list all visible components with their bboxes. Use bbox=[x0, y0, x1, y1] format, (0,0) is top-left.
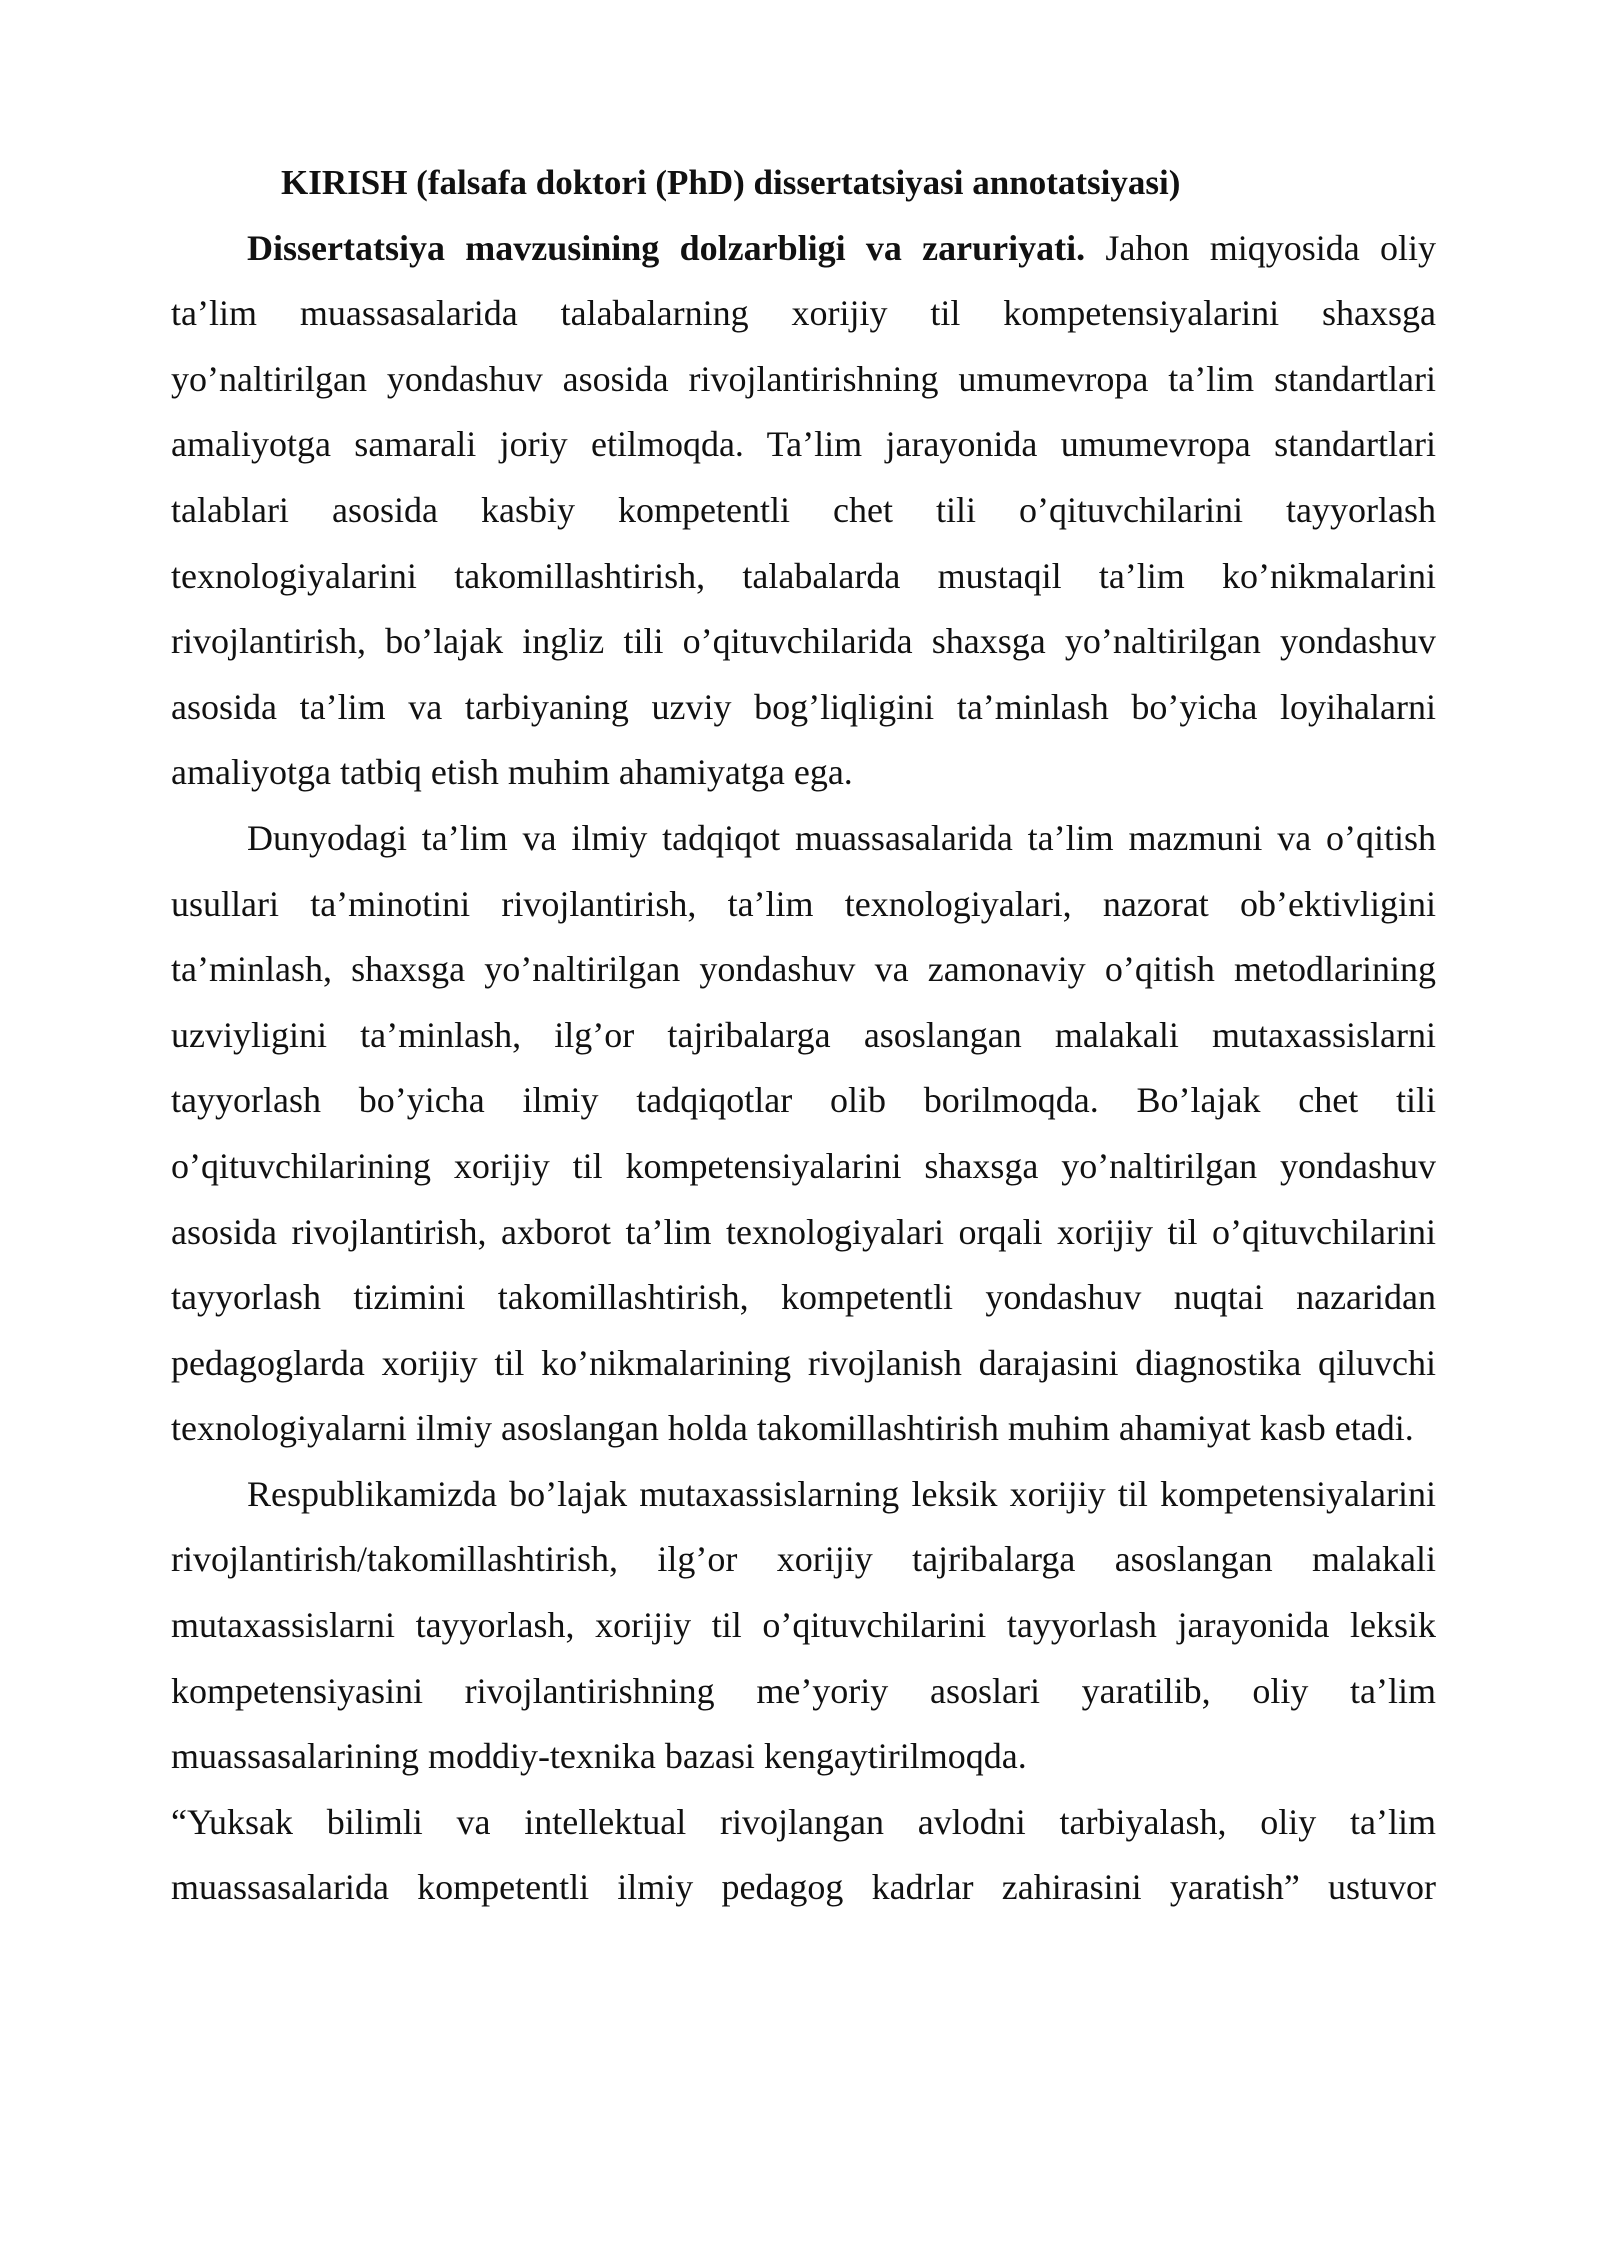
document-body bbox=[171, 150, 1436, 1921]
paragraph-quote: “Yuksak bilimli va intellektual rivojlangan avlodni tarbiyalash, oliy ta’lim muassasalarida kompetentli ilmiy pedagog kadrlar zahirasini yaratish” ustuvor bbox=[171, 1801, 1436, 1908]
document-title: KIRISH (falsafa doktori (PhD) dissertatsiyasi annotatsiyasi) bbox=[281, 163, 1181, 202]
paragraph-republic: Respublikamizda bo’lajak mutaxassislarning leksik xorijiy til kompetensiyalarini rivojlantirish/takomillashtirish, ilg’or xorijiy tajribalarga asoslangan malakali mutaxassislarni tayyorlash, xorijiy til o’qituvchilarini tayyorlash jarayonida leksik kompetensiyasini rivojlantirishning me’yoriy asoslari yaratilib, oliy ta’lim muassasalarining moddiy-texnika bazasi kengaytirilmoqda. bbox=[171, 1473, 1436, 1777]
paragraph-world-research: Dunyodagi ta’lim va ilmiy tadqiqot muassasalarida ta’lim mazmuni va o’qitish usullari ta’minotini rivojlantirish, ta’lim texnologiyalari, nazorat ob’ektivligini ta’minlash, shaxsga yo’naltirilgan yondashuv va zamonaviy o’qitish metodlarining uzviyligini ta’minlash, ilg’or tajribalarga asoslangan malakali mutaxassislarni tayyorlash bo’yicha ilmiy tadqiqotlar olib borilmoqda. Bo’lajak chet tili o’qituvchilarining xorijiy til kompetensiyalarini shaxsga yo’naltirilgan yondashuv asosida rivojlantirish, axborot ta’lim texnologiyalari orqali xorijiy til o’qituvchilarini tayyorlash tizimini takomillashtirish, kompetentli yondashuv nuqtai nazaridan pedagoglarda xorijiy til ko’nikmalarining rivojlanish darajasini diagnostika qiluvchi texnologiyalarni ilmiy asoslangan holda takomillashtirish muhim ahamiyat kasb etadi. bbox=[171, 817, 1436, 1449]
paragraph-lead-heading: Dissertatsiya mavzusining dolzarbligi va zaruriyati. bbox=[247, 227, 1086, 268]
paragraph-relevance bbox=[171, 216, 1436, 806]
paragraph-text: Jahon miqyosida oliy ta’lim muassasalarida talabalarning xorijiy til kompetensiyalarini shaxsga yo’naltirilgan yondashuv asosida rivojlantirishning umumevropa ta’lim standartlari amaliyotga samarali joriy etilmoqda. Ta’lim jarayonida umumevropa standartlari talablari asosida kasbiy kompetentli chet tili o’qituvchilarini tayyorlash texnologiyalarini takomillashtirish, talabalarda mustaqil ta’lim ko’nikmalarini rivojlantirish, bo’lajak ingliz tili o’qituvchilarida shaxsga yo’naltirilgan yondashuv asosida ta’lim va tarbiyaning uzviy bog’liqligini ta’minlash bo’yicha loyihalarni amaliyotga tatbiq etish muhim ahamiyatga ega. bbox=[171, 227, 1436, 793]
